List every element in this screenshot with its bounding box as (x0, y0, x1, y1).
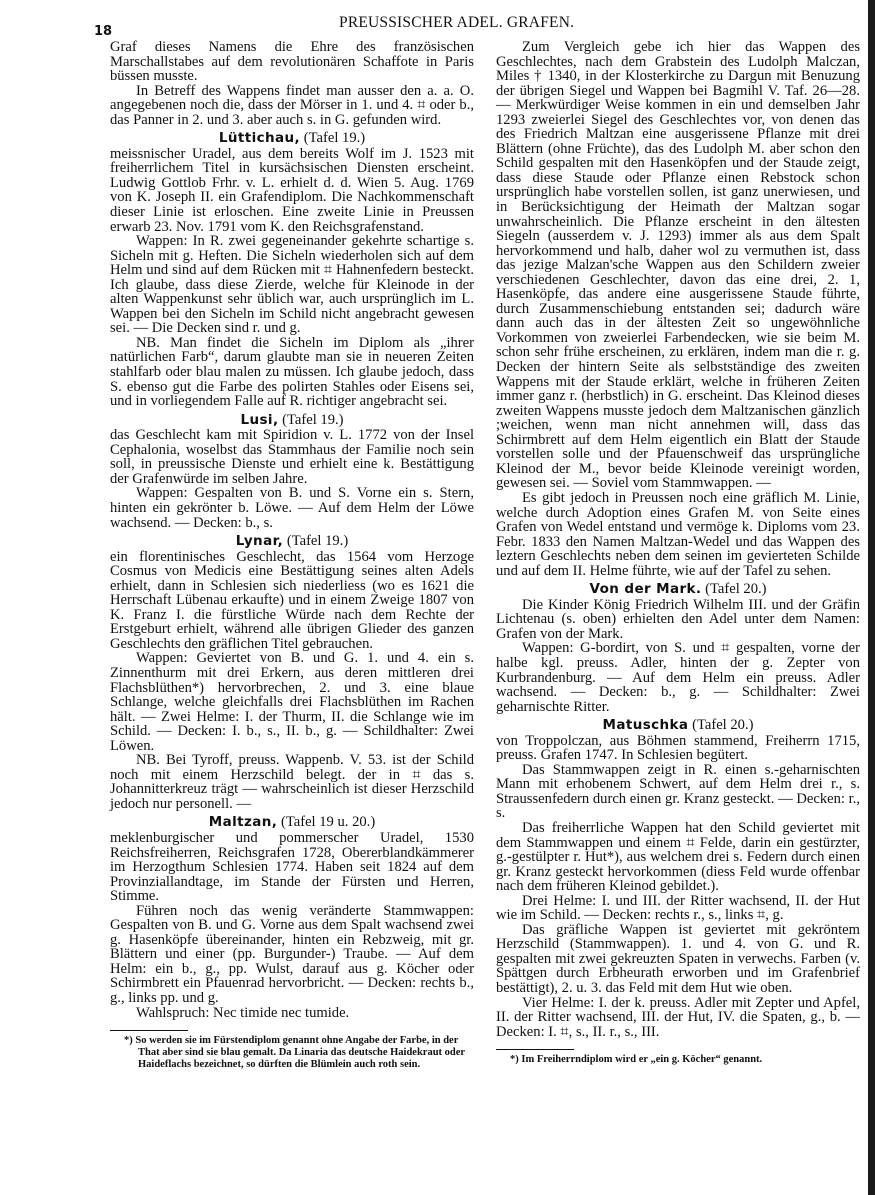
motto: Wahlspruch: Nec timide nec tumide. (136, 1004, 350, 1021)
entry-name: Lusi, (240, 411, 279, 428)
entry-name: Lüttichau, (218, 130, 301, 147)
paragraph: NB. Man findet die Sicheln im Diplom als „ihrer natürlichen Farb“, darum glaubte man sie in neueren Zeiten stahlfarb oder blau malen zu müssen. Ich glaube jedoch, dass S. ebenso gut die Farbe des polirten Stahles oder Eisens sei, und in vorliegendem Falle auf R. richtiger angebracht sei. (110, 334, 474, 410)
paragraph: Vier Helme: I. der k. preuss. Adler mit Zepter und Apfel, II. der Ritter wachsend, III. der Hut, IV. die Spaten, g., b. — Decken: I. ⌗, s., II. r., s., III. (496, 994, 860, 1040)
paragraph: Das freiherrliche Wappen hat den Schild geviertet mit dem Stammwappen und einem ⌗ Felde, darin ein gestürzter, g.-gestülpter r. Hut*), aus welchem drei s. Federn durch einen gr. Kranz gesteckt hervorkommen (diess Feld wurde offenbar nach dem früheren Kleinod gebildet.). (496, 819, 860, 895)
scan-border (868, 0, 875, 1195)
paragraph: Die Kinder König Friedrich Wilhelm III. und der Gräfin Lichtenau (s. oben) erhielten den Adel unter dem Namen: Grafen von der Mark. (496, 596, 860, 642)
plate-reference: (Tafel 19 u. 20.) (280, 814, 376, 831)
entry-name: Lynar, (235, 533, 284, 550)
paragraph: Es gibt jedoch in Preussen noch eine gräflich M. Linie, welche durch Adoption eines Grafen M. von Seite eines Grafen von Wedel entstand und vermöge k. Diploms vom 23. Febr. 1833 den Namen Maltzan-Wedel und das Wappen des leztern Geschlechts neben dem seinen im gevierteten Schilde und auf dem II. Helme führte, wie auf der Tafel zu sehen. (496, 489, 860, 579)
paragraph: In Betreff des Wappens findet man ausser den a. a. O. angegebenen noch die, dass der Mörser in 1. und 4. ⌗ oder b., das Panner in 2. und 3. aber auch s. in G. gefunden wird. (110, 82, 474, 128)
footnote: *) So werden sie im Fürstendiplom genannt ohne Angabe der Farbe, in der That aber sind sie blau gemalt. Da Linaria das deutsche Haidekraut oder Haideflachs bezeichnet, so dürften die Blümlein auch roth sein. (124, 1035, 465, 1071)
entry-heading-lusi (110, 413, 474, 428)
paragraph: Graf dieses Namens die Ehre des französischen Marschallstabes auf dem revolutionären Schaffote in Paris büssen musste. (110, 39, 474, 85)
paragraph: Zum Vergleich gebe ich hier das Wappen des Geschlechtes, nach dem Grabstein des Ludolph Malczan, Miles † 1340, in der Klosterkirche zu Dargun mit Benuzung der übrigen Siegel und Wappen bei Bagmihl V. Taf. 26—28. — Merkwürdiger Weise kommen in ein und demselben Jahr 1293 zweierlei Siegel des Geschlechtes vor, von denen das des Friedrich Maltzan eine ausgerissene Pflanze mit drei Blättern (ohne Früchte), das des Ludolph M. aber schon den Schild gespalten mit den Hasenköpfen und der Staude zeigt, dass diese Staude oder Pflanze einen Rebstock schon ursprünglich habe vorstellen sollen, ist ganz unerwiesen, und in Berücksichtigung der Heimath der Maltzan sogar unwahrscheinlich. Die Pflanze erscheint in den ältesten Siegeln (ausserdem v. J. 1293) immer als aus dem Spalt hervorkommend und halb, daher wol zu vermuthen ist, dass das jezige Malzan'sche Wappen aus den Schildern zweier verschiedenen Geschlechter, davon das eine drei, 2. 1, Hasenköpfe, das andere eine ausgerissene Staude führte, durch Zusammenschiebung entstanden sei; dadurch wäre dann auch das in der ältesten Zeit so ungewöhnliche Vorkommen von zweierlei Farbendecken, wie sie beim M. schon sehr frühe erscheinen, zu erklären, indem man die r. g. Decken der hintern Seite als selbstständige des zweiten Wappens mit der Staude erklärt, welche in früheren Zeiten immer ganz r. (herbstlich) in G. erscheint. Das Kleinod dieses zweiten Wappens musste jedoch dem Maltzanischen gänzlich ;weichen, wenn man nicht annehmen will, dass das Schirmbrett auf dem Helm eigentlich ein Blatt der Staude vorstellen solle und der Pfauenschweif das ursprüngliche Kleinod der M., bevor beide Kleinode vereinigt worden, gewesen sei. — Soviel vom Stammwappen. — (496, 39, 860, 492)
plate-reference: (Tafel 19.) (286, 533, 349, 550)
paragraph: von Troppolczan, aus Böhmen stammend, Freiherrn 1715, preuss. Grafen 1747. In Schlesien begütert. (496, 732, 860, 764)
entry-heading-luettichau (110, 131, 474, 146)
entry-name: Von der Mark. (589, 581, 702, 598)
paragraph: Das gräfliche Wappen ist geviertet mit gekröntem Herzschild (Stammwappen). 1. und 4. von G. und R. gespalten mit zwei gekreuzten Spaten in verwechs. Farben (v. Spättgen durch Erbheurath erworben und im Grafenbrief bestättigt), 2. u. 3. das Feld mit dem Hut wie oben. (496, 921, 860, 996)
paragraph: das Geschlecht kam mit Spiridion v. L. 1772 von der Insel Cephalonia, woselbst das Stammhaus der Familie noch sein soll, in preussische Dienste und erhielt eine k. Bestättigung der Grafenwürde im selben Jahre. (110, 427, 474, 487)
footnote-divider (110, 1030, 188, 1031)
paragraph: meissnischer Uradel, aus dem bereits Wolf im J. 1523 mit freiherrlichem Titel in kursächsischen Diensten erscheint. Ludwig Gottlob Frhr. v. L. erhielt d. d. Wien 5. Aug. 1769 von K. Joseph II. ein Grafendiplom. Die Nachkommenschaft dieser Linie ist erloschen. Eine zweite Linie in Preussen erwarb 23. Nov. 1791 vom K. den Reichsgrafenstand. (110, 145, 474, 235)
running-title: PREUSSISCHER ADEL. GRAFEN. (339, 14, 575, 31)
entry-name: Matuschka (602, 717, 689, 734)
left-column (110, 40, 474, 1071)
entry-heading-von-der-mark (496, 582, 860, 597)
entry-heading-lynar (110, 534, 474, 549)
paragraph: NB. Bei Tyroff, preuss. Wappenb. V. 53. ist der Schild noch mit einem Herzschild belegt. der in ⌗ das s. Johannitterkreuz trägt — wahrscheinlich ist dieser Herzschild jedoch nur personell. — (110, 752, 474, 812)
footnote-divider (496, 1049, 574, 1050)
paragraph: Wappen: Gespalten von B. und S. Vorne ein s. Stern, hinten ein gekrönter b. Löwe. — Auf dem Helm der Löwe wachsend. — Decken: b., s. (110, 485, 474, 531)
paragraph: meklenburgischer und pommerscher Uradel, 1530 Reichsfreiherren, Reichsgrafen 1728, Obererblandkämmerer im Herzogthum Schlesien 1774. Haben seit 1824 auf dem Provinziallandtage, im Stande der Fürsten und Herren, Stimme. (110, 829, 474, 905)
paragraph: Wappen: G-bordirt, von S. und ⌗ gespalten, vorne der halbe kgl. preuss. Adler, hinten der g. Zepter von Kurbrandenburg. — Auf dem Helm ein preuss. Adler wachsend. — Decken: b., g. — Schildhalter: Zwei geharnischte Ritter. (496, 640, 860, 715)
entry-heading-matuschka (496, 718, 860, 733)
entry-name: Maltzan, (208, 814, 278, 831)
paragraph: Das Stammwappen zeigt in R. einen s.-geharnischten Mann mit erhobenem Schwert, auf dem Helm drei r., s. Straussenfedern durch einen gr. Kranz gesteckt. — Decken: r., s. (496, 761, 860, 822)
plate-reference: (Tafel 19.) (282, 411, 344, 428)
paragraph: Wappen: In R. zwei gegeneinander gekehrte schartige s. Sicheln mit g. Heften. Die Sicheln wiederholen sich auf dem Helm und sind auf dem Rücken mit ⌗ Hahnenfedern besteckt. Ich glaube, dass diese Zierde, welche für Kleinode in der alten Wappenkunst sehr üblich war, auch ursprünglich im L. Wappen bei den Sicheln im Schild nicht angebracht gewesen sei. — Die Decken sind r. und g. (110, 233, 474, 337)
footnote: *) Im Freiherrndiplom wird er „ein g. Köcher“ genannt. (510, 1054, 763, 1066)
plate-reference: (Tafel 20.) (692, 717, 754, 734)
entry-heading-maltzan (110, 815, 474, 830)
plate-reference: (Tafel 20.) (705, 581, 767, 598)
paragraph: ein florentinisches Geschlecht, das 1564 vom Herzoge Cosmus von Medicis eine Bestättigung seines alten Adels erhielt, dann in Schlesien sich niederliess (wo es 1621 die Herrschaft Lübenau erkaufte) und in einem Zweige 1807 von K. Franz I. die fürstliche Würde nach dem Rechte der Erstgeburt erhielt, während alle übrigen Glieder des ganzen Geschlechts den gräflichen Titel gebrauchen. (110, 548, 474, 652)
page-number: 18 (94, 24, 113, 39)
paragraph: Drei Helme: I. und III. der Ritter wachsend, II. der Hut wie im Schild. — Decken: rechts r., s., links ⌗, g. (496, 892, 860, 924)
paragraph: Führen noch das wenig veränderte Stammwappen: Gespalten von B. und G. Vorne aus dem Spalt wachsend zwei g. Hasenköpfe übereinander, hinten ein Rebzweig, mit gr. Blättern und einer (pp. Burgunder-) Traube. — Auf dem Helm: ein b., g., pp. Wulst, darauf aus g. Köcher oder Schirmbrett ein Pfauenrad hervorbricht. — Decken: rechts b., g., links pp. und g. (110, 902, 474, 1006)
paragraph: Wappen: Geviertet von B. und G. 1. und 4. ein s. Zinnenthurm mit drei Erkern, aus deren mittleren drei Flachsblüthen*) hervorbrechen, 2. und 3. eine blaue Schlange, welche gleichfalls drei Flachsblüthen im Rachen hält. — Zwei Helme: I. der Thurm, II. die Schlange wie im Schild. — Decken: I. b., s., II. b., g. — Schildhalter: Zwei Löwen. (110, 650, 474, 754)
plate-reference: (Tafel 19.) (303, 130, 366, 147)
right-column (496, 40, 860, 1066)
